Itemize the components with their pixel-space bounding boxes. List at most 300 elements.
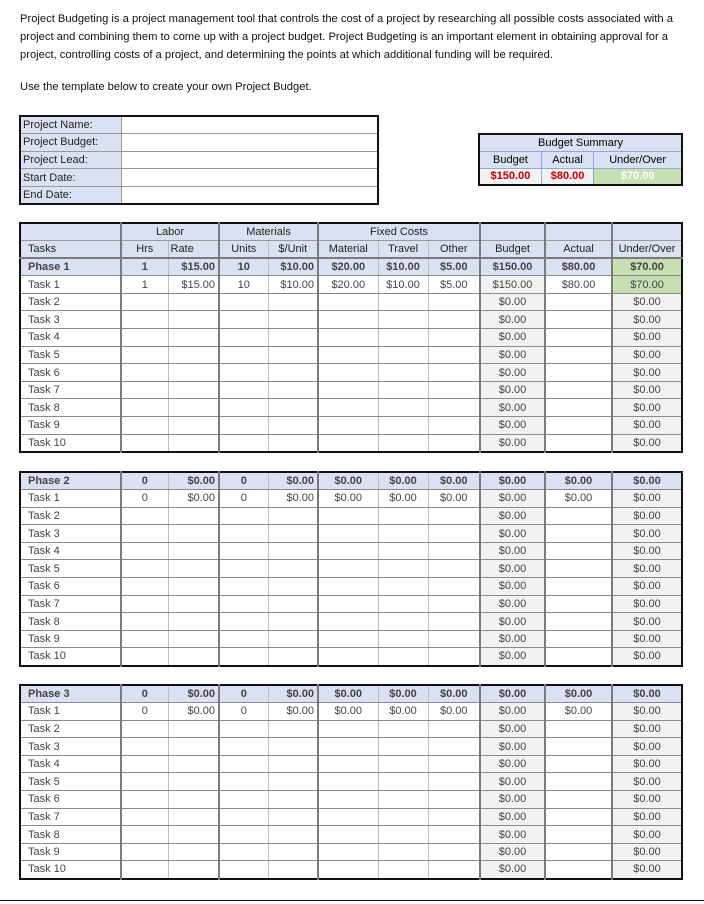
task-name[interactable]: Task 9 <box>20 417 121 435</box>
task-cell-units[interactable] <box>219 293 268 311</box>
task-cell-material[interactable] <box>318 791 378 809</box>
task-cell-travel[interactable] <box>378 346 428 364</box>
task-cell-per-unit[interactable]: $0.00 <box>268 490 318 508</box>
task-name[interactable]: Task 9 <box>20 630 121 648</box>
task-name[interactable]: Task 1 <box>20 490 121 508</box>
task-name[interactable]: Task 3 <box>20 525 121 543</box>
task-name[interactable]: Task 10 <box>20 648 121 666</box>
task-cell-material[interactable] <box>318 843 378 861</box>
task-cell-material[interactable]: $0.00 <box>318 490 378 508</box>
task-cell-material[interactable] <box>318 720 378 738</box>
task-name[interactable]: Task 2 <box>20 720 121 738</box>
task-cell-travel[interactable] <box>378 773 428 791</box>
task-cell-actual[interactable] <box>545 755 612 773</box>
task-cell-hrs[interactable] <box>121 417 168 435</box>
summary-underover-value[interactable]: $70.00 <box>594 168 682 185</box>
task-cell-material[interactable] <box>318 773 378 791</box>
task-cell-rate[interactable] <box>168 648 219 666</box>
task-cell-actual[interactable] <box>545 630 612 648</box>
task-cell-travel[interactable] <box>378 507 428 525</box>
task-cell-actual[interactable] <box>545 507 612 525</box>
task-cell-per-unit[interactable] <box>268 434 318 452</box>
task-name[interactable]: Task 9 <box>20 843 121 861</box>
task-name[interactable]: Task 5 <box>20 773 121 791</box>
task-cell-rate[interactable] <box>168 613 219 631</box>
task-cell-material[interactable] <box>318 329 378 347</box>
task-cell-other[interactable] <box>428 364 480 382</box>
phase-total-under-over: $70.00 <box>612 258 682 276</box>
task-cell-per-unit[interactable] <box>268 613 318 631</box>
task-cell-units[interactable] <box>219 826 268 844</box>
task-cell-other[interactable] <box>428 346 480 364</box>
task-cell-material[interactable] <box>318 738 378 756</box>
task-name[interactable]: Task 8 <box>20 399 121 417</box>
task-cell-rate[interactable] <box>168 826 219 844</box>
task-cell-actual[interactable] <box>545 542 612 560</box>
task-cell-travel[interactable]: $0.00 <box>378 703 428 721</box>
task-cell-other[interactable] <box>428 311 480 329</box>
task-cell-hrs[interactable]: 1 <box>121 276 168 294</box>
task-cell-units[interactable]: 10 <box>219 276 268 294</box>
task-cell-other[interactable] <box>428 791 480 809</box>
task-cell-travel[interactable] <box>378 843 428 861</box>
task-cell-material[interactable] <box>318 648 378 666</box>
task-cell-material[interactable] <box>318 311 378 329</box>
task-cell-material[interactable] <box>318 613 378 631</box>
task-cell-actual[interactable] <box>545 399 612 417</box>
task-cell-other[interactable] <box>428 773 480 791</box>
task-cell-other[interactable] <box>428 630 480 648</box>
task-cell-hrs[interactable] <box>121 773 168 791</box>
task-cell-per-unit[interactable] <box>268 755 318 773</box>
task-cell-hrs[interactable] <box>121 542 168 560</box>
task-cell-units[interactable] <box>219 648 268 666</box>
task-cell-budget: $0.00 <box>480 613 545 631</box>
task-cell-other[interactable] <box>428 826 480 844</box>
task-cell-material[interactable]: $20.00 <box>318 276 378 294</box>
task-cell-material[interactable] <box>318 755 378 773</box>
task-cell-hrs[interactable] <box>121 311 168 329</box>
task-cell-actual[interactable] <box>545 861 612 879</box>
task-cell-per-unit[interactable]: $0.00 <box>268 703 318 721</box>
task-cell-actual[interactable] <box>545 434 612 452</box>
task-cell-actual[interactable] <box>545 311 612 329</box>
task-cell-travel[interactable] <box>378 364 428 382</box>
task-cell-material[interactable] <box>318 630 378 648</box>
project-name-field[interactable] <box>121 116 378 134</box>
task-cell-other[interactable] <box>428 720 480 738</box>
task-cell-units[interactable] <box>219 861 268 879</box>
task-cell-per-unit[interactable] <box>268 381 318 399</box>
task-cell-actual[interactable] <box>545 560 612 578</box>
task-cell-material[interactable] <box>318 293 378 311</box>
column-header-hrs: Hrs <box>121 241 168 259</box>
task-cell-travel[interactable] <box>378 542 428 560</box>
task-cell-hrs[interactable] <box>121 399 168 417</box>
summary-actual-value[interactable]: $80.00 <box>541 168 593 185</box>
task-cell-actual[interactable] <box>545 720 612 738</box>
task-cell-hrs[interactable] <box>121 755 168 773</box>
task-cell-material[interactable] <box>318 525 378 543</box>
task-cell-per-unit[interactable] <box>268 399 318 417</box>
task-cell-other[interactable] <box>428 417 480 435</box>
task-cell-other[interactable] <box>428 843 480 861</box>
task-cell-travel[interactable] <box>378 578 428 596</box>
task-name[interactable]: Task 5 <box>20 346 121 364</box>
task-cell-units[interactable] <box>219 434 268 452</box>
task-row <box>20 648 682 666</box>
task-cell-travel[interactable] <box>378 720 428 738</box>
task-cell-hrs[interactable] <box>121 507 168 525</box>
project-budget-field[interactable] <box>121 134 378 152</box>
task-name[interactable]: Task 4 <box>20 329 121 347</box>
task-cell-units[interactable] <box>219 507 268 525</box>
task-cell-rate[interactable] <box>168 791 219 809</box>
task-cell-units[interactable] <box>219 720 268 738</box>
task-cell-material[interactable]: $0.00 <box>318 703 378 721</box>
task-cell-per-unit[interactable]: $10.00 <box>268 276 318 294</box>
task-cell-travel[interactable] <box>378 329 428 347</box>
task-cell-actual[interactable] <box>545 791 612 809</box>
task-cell-travel[interactable] <box>378 434 428 452</box>
task-cell-per-unit[interactable] <box>268 311 318 329</box>
task-name[interactable]: Task 8 <box>20 826 121 844</box>
task-cell-travel[interactable] <box>378 381 428 399</box>
task-cell-per-unit[interactable] <box>268 595 318 613</box>
task-name[interactable]: Task 8 <box>20 613 121 631</box>
task-cell-travel[interactable]: $10.00 <box>378 276 428 294</box>
task-cell-per-unit[interactable] <box>268 293 318 311</box>
task-cell-actual[interactable] <box>545 346 612 364</box>
task-cell-per-unit[interactable] <box>268 648 318 666</box>
task-cell-travel[interactable] <box>378 293 428 311</box>
task-cell-hrs[interactable] <box>121 381 168 399</box>
phase-2-table <box>19 471 683 667</box>
task-cell-material[interactable] <box>318 417 378 435</box>
task-name[interactable]: Task 2 <box>20 293 121 311</box>
task-cell-per-unit[interactable] <box>268 630 318 648</box>
task-cell-travel[interactable] <box>378 613 428 631</box>
task-cell-rate[interactable]: $0.00 <box>168 703 219 721</box>
task-cell-hrs[interactable] <box>121 578 168 596</box>
task-cell-other[interactable] <box>428 808 480 826</box>
task-cell-units[interactable] <box>219 417 268 435</box>
task-cell-rate[interactable] <box>168 861 219 879</box>
task-cell-rate[interactable] <box>168 720 219 738</box>
task-name[interactable]: Task 3 <box>20 311 121 329</box>
task-cell-hrs[interactable] <box>121 826 168 844</box>
task-cell-hrs[interactable] <box>121 293 168 311</box>
task-cell-actual[interactable] <box>545 293 612 311</box>
task-cell-units[interactable] <box>219 843 268 861</box>
task-cell-rate[interactable] <box>168 364 219 382</box>
task-cell-travel[interactable] <box>378 826 428 844</box>
task-cell-budget: $0.00 <box>480 595 545 613</box>
task-cell-material[interactable] <box>318 434 378 452</box>
task-cell-other[interactable]: $0.00 <box>428 703 480 721</box>
task-cell-travel[interactable] <box>378 861 428 879</box>
task-cell-per-unit[interactable] <box>268 578 318 596</box>
task-cell-actual[interactable] <box>545 648 612 666</box>
task-cell-units[interactable] <box>219 311 268 329</box>
task-cell-travel[interactable] <box>378 791 428 809</box>
task-cell-other[interactable] <box>428 613 480 631</box>
task-cell-other[interactable] <box>428 738 480 756</box>
task-cell-under-over: $0.00 <box>612 399 682 417</box>
task-cell-actual[interactable] <box>545 417 612 435</box>
task-cell-rate[interactable] <box>168 542 219 560</box>
task-cell-travel[interactable] <box>378 738 428 756</box>
task-cell-per-unit[interactable] <box>268 346 318 364</box>
task-name[interactable]: Task 7 <box>20 381 121 399</box>
task-name[interactable]: Task 4 <box>20 755 121 773</box>
task-cell-travel[interactable] <box>378 311 428 329</box>
task-cell-per-unit[interactable] <box>268 843 318 861</box>
task-name[interactable]: Task 10 <box>20 861 121 879</box>
task-cell-rate[interactable] <box>168 329 219 347</box>
task-cell-units[interactable] <box>219 773 268 791</box>
task-cell-rate[interactable]: $15.00 <box>168 276 219 294</box>
task-cell-travel[interactable]: $0.00 <box>378 490 428 508</box>
task-cell-units[interactable] <box>219 595 268 613</box>
task-cell-travel[interactable] <box>378 648 428 666</box>
task-name[interactable]: Task 1 <box>20 703 121 721</box>
task-cell-material[interactable] <box>318 381 378 399</box>
task-cell-hrs[interactable] <box>121 613 168 631</box>
task-name[interactable]: Task 6 <box>20 791 121 809</box>
task-cell-rate[interactable] <box>168 773 219 791</box>
task-cell-units[interactable] <box>219 738 268 756</box>
task-cell-per-unit[interactable] <box>268 507 318 525</box>
task-cell-actual[interactable] <box>545 738 612 756</box>
task-name[interactable]: Task 10 <box>20 434 121 452</box>
task-cell-units[interactable]: 0 <box>219 490 268 508</box>
task-cell-hrs[interactable] <box>121 791 168 809</box>
column-header-row <box>20 241 682 259</box>
task-cell-units[interactable] <box>219 329 268 347</box>
start-date-field[interactable] <box>121 169 378 187</box>
end-date-field[interactable] <box>121 186 378 204</box>
task-cell-actual[interactable] <box>545 364 612 382</box>
task-cell-other[interactable] <box>428 434 480 452</box>
task-cell-material[interactable] <box>318 808 378 826</box>
task-cell-other[interactable] <box>428 542 480 560</box>
task-cell-travel[interactable] <box>378 595 428 613</box>
task-cell-units[interactable] <box>219 630 268 648</box>
task-cell-rate[interactable] <box>168 843 219 861</box>
task-cell-actual[interactable] <box>545 329 612 347</box>
task-cell-rate[interactable] <box>168 434 219 452</box>
task-cell-material[interactable] <box>318 364 378 382</box>
task-cell-rate[interactable] <box>168 755 219 773</box>
task-cell-per-unit[interactable] <box>268 560 318 578</box>
phase-1-table <box>19 222 683 453</box>
task-cell-travel[interactable] <box>378 630 428 648</box>
phase-total-row <box>20 472 682 490</box>
task-name[interactable]: Task 4 <box>20 542 121 560</box>
task-name[interactable]: Task 3 <box>20 738 121 756</box>
task-cell-travel[interactable] <box>378 525 428 543</box>
task-cell-material[interactable] <box>318 560 378 578</box>
task-cell-rate[interactable] <box>168 595 219 613</box>
task-cell-hrs[interactable] <box>121 525 168 543</box>
task-cell-rate[interactable] <box>168 738 219 756</box>
task-cell-rate[interactable] <box>168 507 219 525</box>
task-cell-units[interactable] <box>219 399 268 417</box>
task-cell-per-unit[interactable] <box>268 525 318 543</box>
summary-budget-value[interactable]: $150.00 <box>479 168 541 185</box>
task-cell-hrs[interactable] <box>121 808 168 826</box>
task-cell-rate[interactable] <box>168 311 219 329</box>
task-cell-rate[interactable] <box>168 578 219 596</box>
task-cell-rate[interactable] <box>168 808 219 826</box>
task-cell-other[interactable] <box>428 381 480 399</box>
task-cell-units[interactable] <box>219 613 268 631</box>
task-cell-units[interactable] <box>219 560 268 578</box>
task-cell-per-unit[interactable] <box>268 808 318 826</box>
task-cell-per-unit[interactable] <box>268 329 318 347</box>
task-cell-units[interactable] <box>219 755 268 773</box>
task-cell-actual[interactable] <box>545 826 612 844</box>
task-row <box>20 417 682 435</box>
task-row <box>20 738 682 756</box>
task-cell-per-unit[interactable] <box>268 773 318 791</box>
task-cell-other[interactable] <box>428 755 480 773</box>
task-cell-rate[interactable] <box>168 630 219 648</box>
task-cell-material[interactable] <box>318 861 378 879</box>
task-name[interactable]: Task 1 <box>20 276 121 294</box>
task-name[interactable]: Task 7 <box>20 808 121 826</box>
task-cell-rate[interactable] <box>168 293 219 311</box>
task-cell-hrs[interactable] <box>121 560 168 578</box>
project-lead-field[interactable] <box>121 151 378 169</box>
task-cell-material[interactable] <box>318 346 378 364</box>
task-cell-hrs[interactable] <box>121 861 168 879</box>
task-cell-other[interactable] <box>428 560 480 578</box>
task-cell-rate[interactable] <box>168 560 219 578</box>
task-cell-material[interactable] <box>318 595 378 613</box>
task-cell-actual[interactable] <box>545 578 612 596</box>
task-cell-under-over: $0.00 <box>612 525 682 543</box>
column-header-budget: Budget <box>480 241 545 259</box>
task-cell-units[interactable] <box>219 364 268 382</box>
task-cell-per-unit[interactable] <box>268 791 318 809</box>
task-cell-rate[interactable] <box>168 399 219 417</box>
task-cell-other[interactable] <box>428 399 480 417</box>
task-cell-per-unit[interactable] <box>268 861 318 879</box>
task-cell-travel[interactable] <box>378 755 428 773</box>
task-cell-units[interactable] <box>219 578 268 596</box>
task-name[interactable]: Task 5 <box>20 560 121 578</box>
task-cell-hrs[interactable]: 0 <box>121 703 168 721</box>
task-cell-under-over: $0.00 <box>612 791 682 809</box>
task-cell-hrs[interactable] <box>121 346 168 364</box>
budget-summary-title: Budget Summary <box>479 134 682 151</box>
task-cell-rate[interactable]: $0.00 <box>168 490 219 508</box>
task-cell-actual[interactable] <box>545 381 612 399</box>
task-cell-other[interactable] <box>428 578 480 596</box>
task-cell-hrs[interactable] <box>121 630 168 648</box>
task-cell-rate[interactable] <box>168 525 219 543</box>
task-cell-units[interactable]: 0 <box>219 703 268 721</box>
task-cell-travel[interactable] <box>378 560 428 578</box>
task-name[interactable]: Task 2 <box>20 507 121 525</box>
task-cell-actual[interactable] <box>545 525 612 543</box>
task-cell-material[interactable] <box>318 826 378 844</box>
task-cell-per-unit[interactable] <box>268 364 318 382</box>
task-cell-actual[interactable] <box>545 773 612 791</box>
task-cell-per-unit[interactable] <box>268 826 318 844</box>
task-cell-travel[interactable] <box>378 417 428 435</box>
task-cell-hrs[interactable] <box>121 595 168 613</box>
task-cell-rate[interactable] <box>168 346 219 364</box>
task-cell-actual[interactable] <box>545 595 612 613</box>
phase-total-travel: $0.00 <box>378 472 428 490</box>
task-cell-per-unit[interactable] <box>268 720 318 738</box>
task-cell-actual[interactable] <box>545 808 612 826</box>
task-name[interactable]: Task 6 <box>20 364 121 382</box>
task-name[interactable]: Task 7 <box>20 595 121 613</box>
task-cell-other[interactable] <box>428 507 480 525</box>
task-cell-hrs[interactable] <box>121 720 168 738</box>
project-info-table <box>19 115 379 205</box>
task-cell-actual[interactable]: $80.00 <box>545 276 612 294</box>
task-cell-actual[interactable]: $0.00 <box>545 703 612 721</box>
task-cell-actual[interactable] <box>545 613 612 631</box>
task-cell-per-unit[interactable] <box>268 542 318 560</box>
task-cell-hrs[interactable] <box>121 434 168 452</box>
task-cell-hrs[interactable] <box>121 738 168 756</box>
task-cell-material[interactable] <box>318 399 378 417</box>
task-cell-units[interactable] <box>219 791 268 809</box>
task-cell-per-unit[interactable] <box>268 417 318 435</box>
task-cell-hrs[interactable]: 0 <box>121 490 168 508</box>
task-cell-actual[interactable]: $0.00 <box>545 490 612 508</box>
task-cell-hrs[interactable] <box>121 329 168 347</box>
task-cell-hrs[interactable] <box>121 364 168 382</box>
task-cell-travel[interactable] <box>378 808 428 826</box>
task-cell-other[interactable] <box>428 329 480 347</box>
task-cell-units[interactable] <box>219 542 268 560</box>
task-cell-material[interactable] <box>318 578 378 596</box>
project-lead-label: Project Lead: <box>20 151 121 169</box>
task-row <box>20 560 682 578</box>
task-cell-rate[interactable] <box>168 417 219 435</box>
task-cell-actual[interactable] <box>545 843 612 861</box>
budget-summary-table <box>478 133 683 186</box>
task-cell-units[interactable] <box>219 381 268 399</box>
task-cell-other[interactable]: $0.00 <box>428 490 480 508</box>
task-cell-material[interactable] <box>318 507 378 525</box>
task-cell-travel[interactable] <box>378 399 428 417</box>
task-cell-other[interactable]: $5.00 <box>428 276 480 294</box>
task-cell-per-unit[interactable] <box>268 738 318 756</box>
task-cell-units[interactable] <box>219 346 268 364</box>
task-cell-other[interactable] <box>428 861 480 879</box>
task-cell-hrs[interactable] <box>121 843 168 861</box>
task-cell-other[interactable] <box>428 525 480 543</box>
task-cell-hrs[interactable] <box>121 648 168 666</box>
task-cell-other[interactable] <box>428 595 480 613</box>
task-cell-units[interactable] <box>219 525 268 543</box>
task-cell-under-over: $0.00 <box>612 720 682 738</box>
task-cell-units[interactable] <box>219 808 268 826</box>
task-name[interactable]: Task 6 <box>20 578 121 596</box>
task-cell-other[interactable] <box>428 648 480 666</box>
task-cell-material[interactable] <box>318 542 378 560</box>
task-cell-other[interactable] <box>428 293 480 311</box>
task-cell-rate[interactable] <box>168 381 219 399</box>
